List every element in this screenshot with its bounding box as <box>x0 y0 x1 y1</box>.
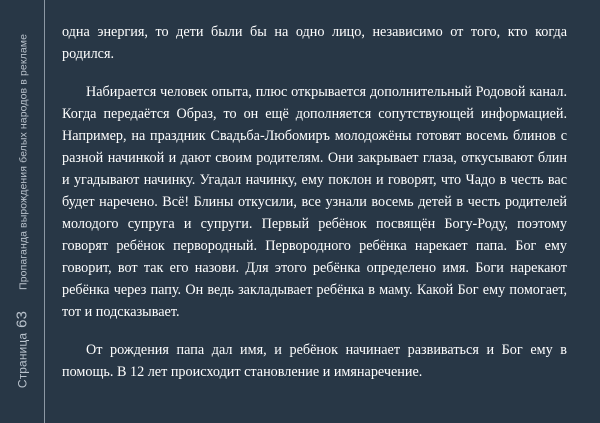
paragraph: Набирается человек опыта, плюс открывается дополнительный Родовой канал. Когда передаётся Образ, то он ещё дополняется сопутствующей информацией. Например, на праздник Свадьба-Любомиръ молодожёны готовят восемь блинов с разной начинкой и дают своим родителям. Они закрывает глаза, откусывают блин и угадывают начинку. Угадал начинку, ему поклон и говорят, что Чадо в честь вас будет наречено. Всё! Блины откусили, все узнали восемь детей в честь родителей молодого супруга и супруги. Первый ребёнок посвящён Богу-Роду, поэтому говорят ребёнок первородный. Первородного ребёнка нарекает папа. Бог ему говорит, вот так его назови. Для этого ребёнка определено имя. Боги нарекают ребёнка через папу. Он ведь закладывает ребёнка в маму. Какой Бог ему помогает, тот и подсказывает. <box>62 84 567 320</box>
page-label: Страница <box>15 332 30 389</box>
paragraph: одна энергия, то дети были бы на одно лицо, независимо от того, кто когда родился. <box>62 24 567 62</box>
sidebar-running-header <box>14 21 31 401</box>
running-title: Пропаганда вырождения белых народов в рекламе <box>17 33 30 290</box>
paragraph: От рождения папа дал имя, и ребёнок начинает развиваться и Бог ему в помощь. В 12 лет происходит становление и имянаречение. <box>62 342 567 380</box>
page-number: 63 <box>13 310 31 328</box>
document-body <box>62 21 567 383</box>
sidebar-divider <box>44 0 45 423</box>
sidebar <box>0 0 44 423</box>
